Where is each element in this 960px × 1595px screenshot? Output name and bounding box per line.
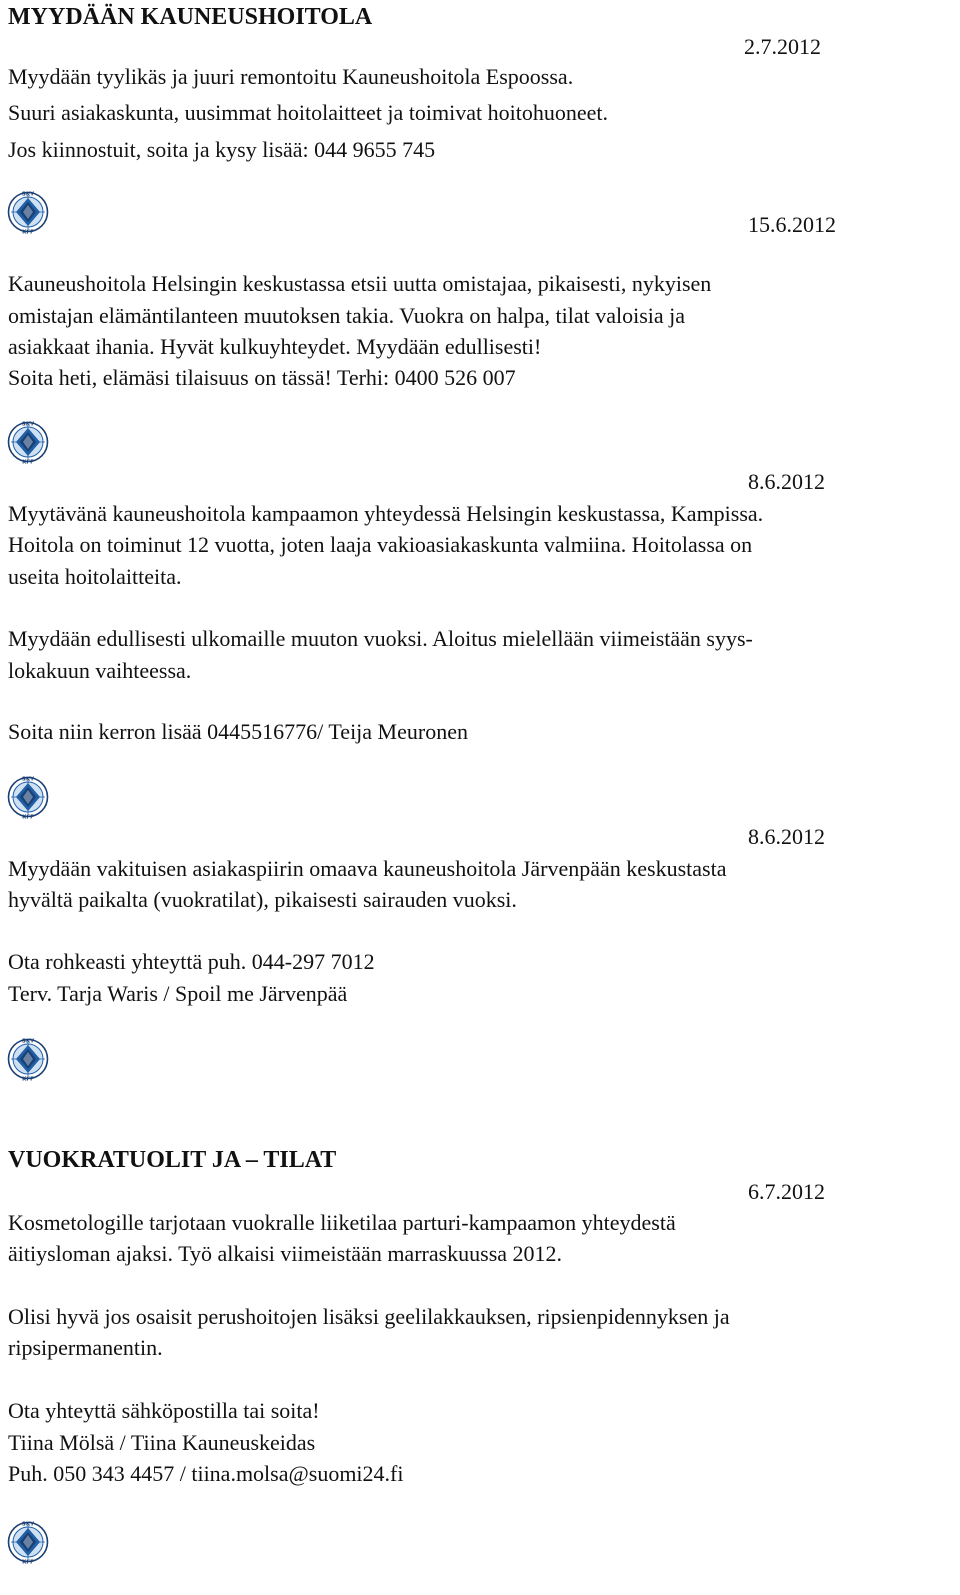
- ad-text-line: Puh. 050 343 4457 / tiina.molsa@suomi24.fi: [8, 1461, 404, 1486]
- svg-text:KFF: KFF: [22, 229, 34, 235]
- svg-text:KFF: KFF: [22, 1559, 34, 1565]
- ad-date: 15.6.2012: [748, 212, 836, 237]
- sky-logo-icon: [7, 1519, 49, 1565]
- svg-text:KFF: KFF: [22, 814, 34, 820]
- sky-logo-icon: [7, 419, 49, 465]
- ad-text-line: Jos kiinnostuit, soita ja kysy lisää: 044 9655 745: [8, 137, 436, 162]
- ad-date: 6.7.2012: [748, 1179, 825, 1204]
- ad-text-line: Ota rohkeasti yhteyttä puh. 044-297 7012: [8, 949, 375, 974]
- ad-text-line: Soita heti, elämäsi tilaisuus on tässä! Terhi: 0400 526 007: [8, 365, 516, 390]
- ad-text-line: Hoitola on toiminut 12 vuotta, joten laaja vakioasiakaskunta valmiina. Hoitolassa on: [8, 532, 753, 557]
- ad-date: 8.6.2012: [748, 824, 825, 849]
- ad-text-line: Suuri asiakaskunta, uusimmat hoitolaitteet ja toimivat hoitohuoneet.: [8, 100, 609, 125]
- ad-text-line: äitiysloman ajaksi. Työ alkaisi viimeistään marraskuussa 2012.: [8, 1241, 563, 1266]
- ad-text-line: Tiina Mölsä / Tiina Kauneuskeidas: [8, 1430, 316, 1455]
- svg-text:KFF: KFF: [22, 459, 34, 465]
- ad-text-line: Myydään vakituisen asiakaspiirin omaava kauneushoitola Järvenpään keskustasta: [8, 856, 727, 881]
- svg-text:KFF: KFF: [22, 1076, 34, 1082]
- ad-text-line: Myydään edullisesti ulkomaille muuton vuoksi. Aloitus mielellään viimeistään syys-: [8, 626, 753, 651]
- ad-text-line: omistajan elämäntilanteen muutoksen takia. Vuokra on halpa, tilat valoisia ja: [8, 303, 686, 328]
- ad-text-line: Ota yhteyttä sähköpostilla tai soita!: [8, 1398, 320, 1423]
- ad-text-line: lokakuun vaihteessa.: [8, 658, 192, 683]
- ad-text-line: Myydään tyylikäs ja juuri remontoitu Kauneushoitola Espoossa.: [8, 64, 574, 89]
- ad-date: 8.6.2012: [748, 469, 825, 494]
- ad-text-line: Olisi hyvä jos osaisit perushoitojen lisäksi geelilakkauksen, ripsienpidennyksen ja: [8, 1304, 730, 1329]
- section-heading-for-sale: MYYDÄÄN KAUNEUSHOITOLA: [8, 4, 373, 30]
- ad-text-line: useita hoitolaitteita.: [8, 564, 182, 589]
- ad-text-line: ripsipermanentin.: [8, 1335, 163, 1360]
- ad-text-line: Myytävänä kauneushoitola kampaamon yhteydessä Helsingin keskustassa, Kampissa.: [8, 501, 764, 526]
- ad-text-line: Terv. Tarja Waris / Spoil me Järvenpää: [8, 981, 348, 1006]
- svg-text:SKY: SKY: [21, 191, 35, 198]
- ad-text-line: Soita niin kerron lisää 0445516776/ Teija Meuronen: [8, 719, 468, 744]
- ad-text-line: Kosmetologille tarjotaan vuokralle liiketilaa parturi-kampaamon yhteydestä: [8, 1210, 676, 1235]
- sky-logo-icon: [7, 774, 49, 820]
- svg-text:SKY: SKY: [21, 776, 35, 783]
- ad-text-line: asiakkaat ihania. Hyvät kulkuyhteydet. Myydään edullisesti!: [8, 334, 542, 359]
- svg-text:SKY: SKY: [21, 1038, 35, 1045]
- sky-logo-icon: [7, 189, 49, 235]
- ad-date: 2.7.2012: [744, 34, 821, 59]
- section-heading-rental: VUOKRATUOLIT JA – TILAT: [8, 1147, 337, 1173]
- sky-logo-icon: [7, 1036, 49, 1082]
- svg-text:SKY: SKY: [21, 421, 35, 428]
- ad-text-line: hyvältä paikalta (vuokratilat), pikaisesti sairauden vuoksi.: [8, 887, 517, 912]
- ad-text-line: Kauneushoitola Helsingin keskustassa etsii uutta omistajaa, pikaisesti, nykyisen: [8, 271, 712, 296]
- svg-text:SKY: SKY: [21, 1521, 35, 1528]
